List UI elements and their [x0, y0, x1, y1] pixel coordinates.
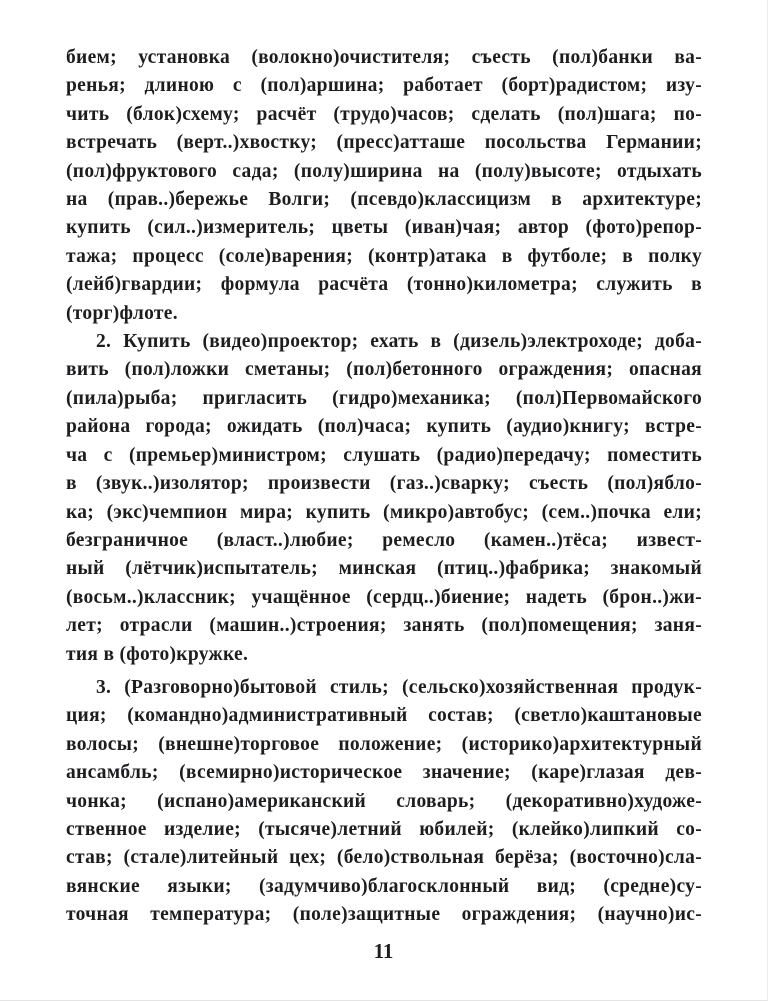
text-line: (восьм..)классник; учащённое (сердц..)биение; надеть (брон..)жи-: [66, 586, 702, 608]
text-line: ансамбль; (всемирно)историческое значение; (каре)глазая дев-: [66, 762, 702, 784]
paragraph-exercise-2: [66, 328, 702, 669]
text-line: точная температура; (поле)защитные ограждения; (научно)ис-: [66, 904, 702, 926]
text-line: ча с (премьер)министром; слушать (радио)передачу; поместить: [66, 444, 702, 466]
text-line: бием; установка (волокно)очистителя; съесть (пол)банки ва-: [66, 47, 702, 68]
text-line: на (прав..)бережье Волги; (псевдо)классицизм в архитектуре;: [66, 189, 702, 211]
text-line: (пол)фруктового сада; (полу)ширина на (полу)высоте; отдыхать: [66, 160, 702, 182]
text-line: волосы; (внешне)торговое положение; (историко)архитектурный: [66, 733, 702, 755]
text-block: [66, 44, 702, 930]
text-line: вянские языки; (задумчиво)благосклонный вид; (средне)су-: [66, 875, 702, 897]
text-line: чить (блок)схему; расчёт (трудо)часов; сделать (пол)шага; по-: [66, 103, 702, 125]
text-line: тия в (фото)кружке.: [66, 643, 249, 665]
page-number: 11: [373, 939, 394, 963]
text-line: став; (стале)литейный цех; (бело)ствольная берёза; (восточно)сла-: [66, 847, 702, 869]
paragraph-exercise-3: [66, 674, 702, 930]
text-line: района города; ожидать (пол)часа; купить (аудио)книгу; встре-: [66, 416, 702, 438]
text-line: 2. Купить (видео)проектор; ехать в (дизель)электроходе; доба-: [96, 331, 702, 353]
text-line: тажа; процесс (соле)варения; (контр)атака в футболе; в полку: [66, 245, 702, 267]
paragraph-continuation: [66, 44, 702, 328]
text-line: чонка; (испано)американский словарь; (декоративно)художе-: [66, 790, 702, 812]
text-line: (лейб)гвардии; формула расчёта (тонно)километра; служить в: [66, 274, 702, 296]
text-line: купить (сил..)измеритель; цветы (иван)чая; автор (фото)репор-: [66, 217, 702, 239]
text-line: ренья; длиною с (пол)аршина; работает (борт)радистом; изу-: [66, 75, 702, 97]
text-line: встречать (верт..)хвостку; (пресс)атташе посольства Германии;: [66, 132, 702, 154]
text-line: вить (пол)ложки сметаны; (пол)бетонного ограждения; опасная: [66, 359, 702, 381]
text-line: лет; отрасли (машин..)строения; занять (пол)помещения; заня-: [66, 615, 702, 637]
text-line: безграничное (власт..)любие; ремесло (камен..)тёса; извест-: [66, 529, 702, 551]
text-line: (пила)рыба; пригласить (гидро)механика; (пол)Первомайского: [66, 387, 702, 409]
text-line: ка; (экс)чемпион мира; купить (микро)автобус; (сем..)почка ели;: [66, 501, 702, 523]
text-line: 3. (Разговорно)бытовой стиль; (сельско)хозяйственная продук-: [96, 676, 702, 698]
text-line: (торг)флоте.: [66, 302, 178, 324]
text-line: ственное изделие; (тысяче)летний юбилей; (клейко)липкий со-: [66, 818, 702, 840]
text-line: ный (лётчик)испытатель; минская (птиц..)фабрика; знакомый: [66, 558, 702, 580]
text-line: ция; (командно)административный состав; (светло)каштановые: [66, 705, 702, 727]
text-line: в (звук..)изолятор; произвести (газ..)сварку; съесть (пол)ябло-: [66, 473, 702, 495]
